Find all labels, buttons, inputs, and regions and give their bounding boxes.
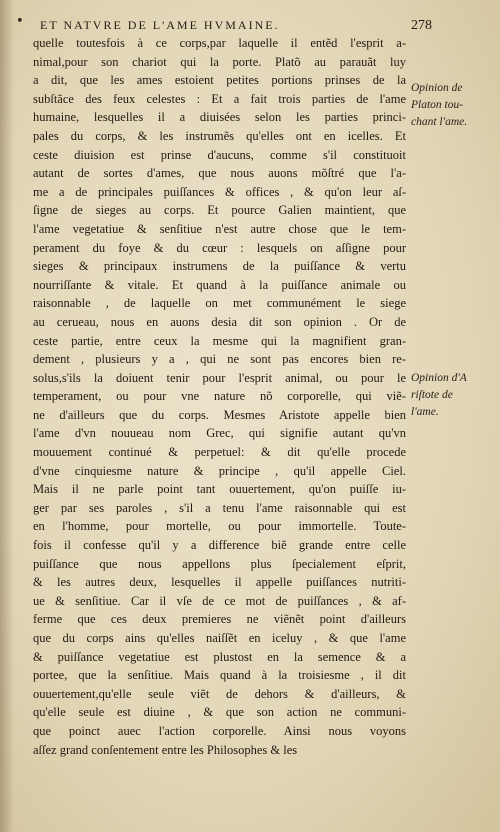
text-line: nimal,pour son chariot qui la porte. Platõ au parauãt luy	[33, 54, 406, 69]
text-line: humaine, lesquelles il a diuisées selon les parties princi-	[33, 110, 406, 125]
text-line: l'ame d'vn nouueau nom Grec, qui signifie autant qu'vn	[33, 426, 406, 441]
text-line: solus,s'ils la doiuent tenir pour l'esprit animal, ou pour le	[33, 370, 406, 385]
text-line: puiſſance que nous appellons plus ſpecialement eſprit,	[33, 556, 406, 571]
text-line: nourriſſante & vitale. Et quand à la puiſſance animale ou	[33, 277, 406, 292]
text-line: & puiſſance vegetatiue est plustost en la semence & a	[33, 649, 406, 664]
marginal-note-line: chant l'ame.	[411, 116, 468, 128]
text-line: subſtãce des feux celestes : Et a fait trois parties de l'ame	[33, 91, 406, 106]
text-line: aſſez grand conſentement entre les Philosophes & les	[33, 742, 298, 757]
text-line: d'vne cinquiesme nature & principe , qu'il appelle Ciel.	[33, 463, 406, 478]
text-line: me a de principales puiſſances & offices , & qu'on leur aſ-	[33, 184, 406, 199]
text-line: raisonnable , de laquelle on met communément le siege	[33, 296, 406, 311]
marginal-note-line: Platon tou-	[411, 99, 464, 111]
text-line: au cerueau, nous en auons desia dit son opinion . Or de	[33, 314, 406, 329]
text-line: perament du foye & du cœur : lesquels on aſſigne pour	[33, 240, 406, 255]
text-line: temperament, ou pour vne nature nõ corporelle, qui viẽ-	[33, 389, 406, 404]
marginal-note-line: l'ame.	[411, 406, 439, 418]
marginal-note-line: riſtote de	[411, 389, 453, 401]
marginal-note-plato	[411, 80, 497, 131]
text-line: Mais il ne parle point tant ouuertement, qu'on puiſſe iu-	[33, 482, 406, 497]
text-line: autant de sortes d'ames, que nous auons mõſtré que l'a-	[33, 166, 406, 181]
text-line: & les autres deux, lesquelles il appelle puiſſances nutriti-	[33, 575, 406, 590]
text-line: quelle toutesfois à ce corps,par laquelle il entẽd l'esprit a-	[33, 36, 406, 50]
text-line: ger par ses paroles , s'il a tenu l'ame raisonnable qui est	[33, 500, 406, 515]
main-text-block	[33, 34, 406, 759]
text-line: dement , plusieurs y a , qui ne sont pas encores bien re-	[33, 352, 406, 367]
marginal-note-aristotle	[411, 370, 497, 421]
text-line: portee, que la senſitiue. Mais quand à la troisiesme , il dit	[33, 668, 406, 683]
text-line: ſigne de sieges au corps. Et pource Galien maintient, que	[33, 203, 406, 218]
text-line: ne d'ailleurs que du corps. Mesmes Aristote appelle bien	[33, 407, 406, 422]
running-title: ET NATVRE DE L'AME HVMAINE.	[40, 18, 280, 32]
text-line: ue & senſitiue. Car il vſe de ce mot de puiſſances , & af-	[33, 593, 406, 608]
text-line: ferme que ces deux premieres ne viẽnẽt point d'ailleurs	[33, 612, 406, 627]
marginal-note-line: Opinion d'A	[411, 372, 467, 384]
text-line: a dit, que les ames estoient petites portions prinses de la	[33, 73, 406, 88]
page-number: 278	[411, 18, 432, 33]
text-line: ouuertement,qu'elle seule viẽt de dehors & d'ailleurs, &	[33, 686, 406, 701]
text-line: qu'elle seule est diuine , & que son action ne communi-	[33, 705, 406, 720]
text-line: ceste diuision est prinse d'aucuns, comme s'il constituoit	[33, 147, 406, 162]
text-line: l'ame vegetatiue & senſitiue n'est autre chose que le tem-	[33, 221, 406, 236]
text-line: sieges & principaux instrumens de la puiſſance & vertu	[33, 259, 406, 274]
page-header	[40, 18, 432, 34]
text-line: pales du corps, & les instrumẽs qu'elles ont en icelles. Et	[33, 128, 406, 143]
marginal-note-line: Opinion de	[411, 82, 463, 94]
text-line: que du corps ains qu'elles naiſſẽt en iceluy , & que l'ame	[33, 631, 406, 645]
text-line: fois il confesse qu'il y a difference biẽ grande entre celle	[33, 538, 406, 553]
page-corner-mark: •	[16, 14, 24, 29]
text-line: mouuement continué & perpetuel: & dit qu'elle procede	[33, 445, 406, 460]
text-line: ceste partie, entre ceux la mesme qui la magnifient gran-	[33, 333, 406, 348]
text-line: que poinct auec l'action corporelle. Ainsi nous voyons	[33, 723, 406, 738]
text-line: en l'homme, pour mortelle, ou pour immortelle. Toute-	[33, 519, 406, 534]
